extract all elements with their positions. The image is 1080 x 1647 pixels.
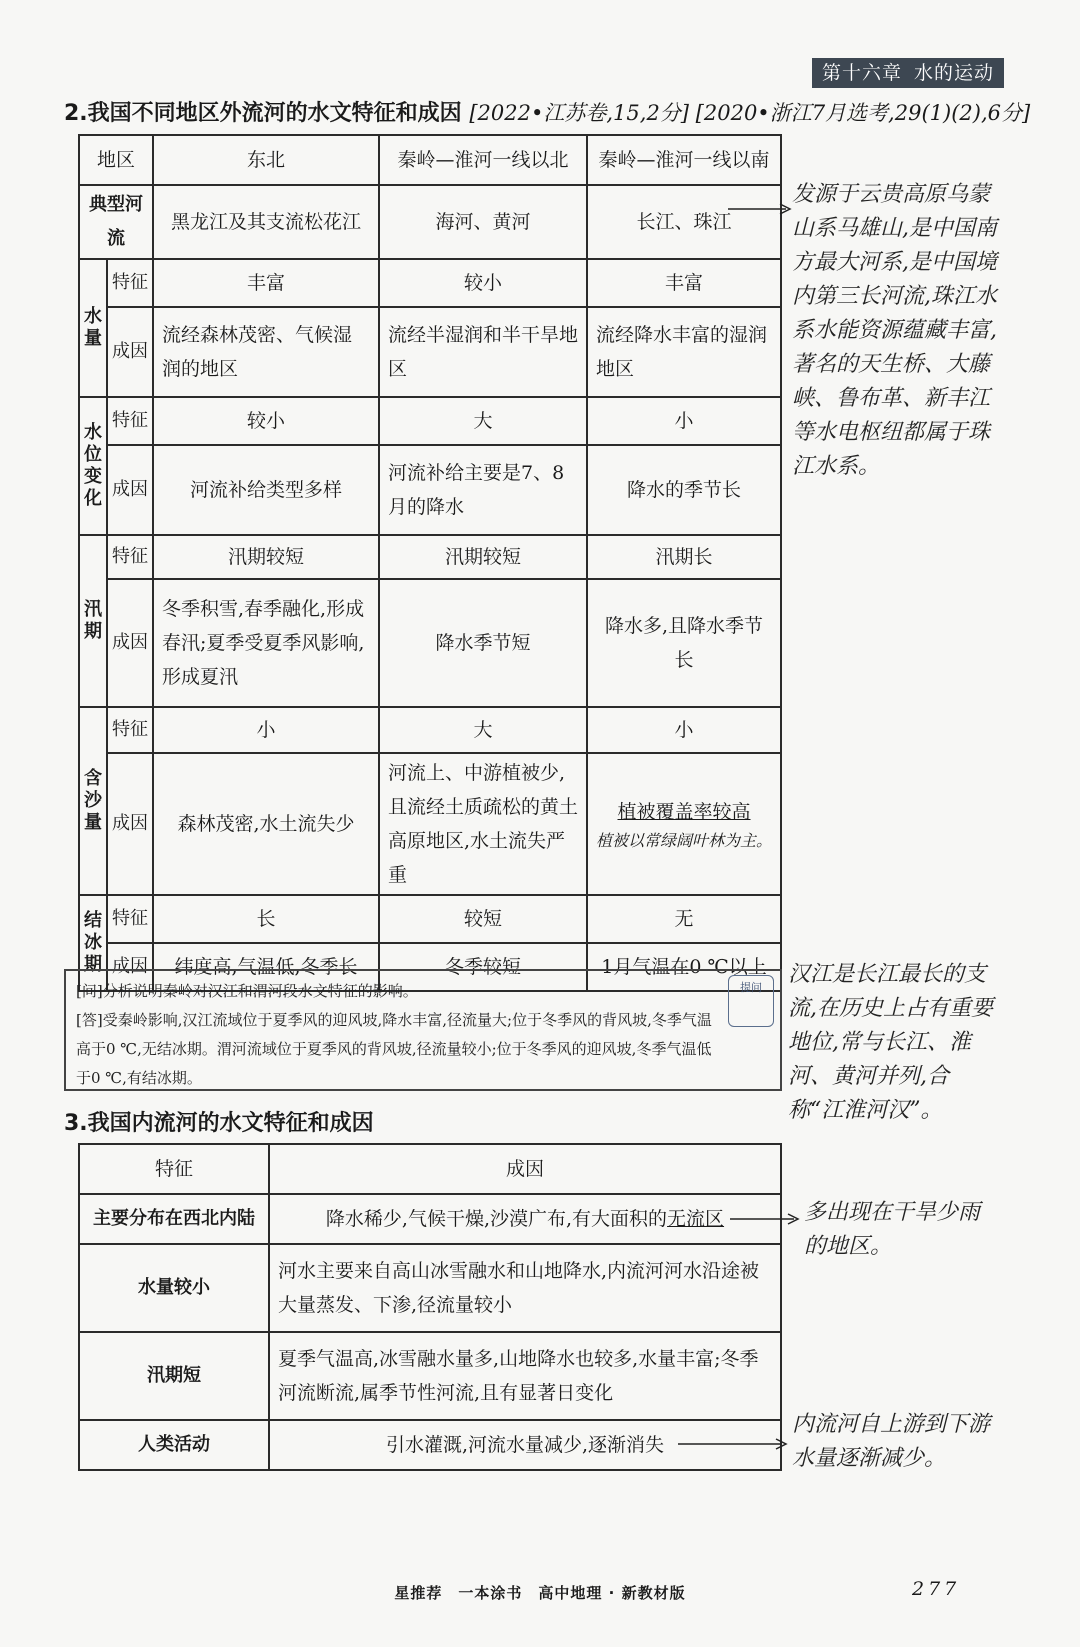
table-header-row bbox=[79, 135, 781, 185]
table-cell: 小 bbox=[587, 707, 781, 753]
table-row bbox=[79, 707, 781, 753]
feature-cell: 主要分布在西北内陆 bbox=[79, 1194, 269, 1244]
page-number: 277 bbox=[912, 1578, 961, 1600]
table-row bbox=[79, 753, 781, 895]
table-cell: 降水的季节长 bbox=[587, 445, 781, 535]
feature-cell: 人类活动 bbox=[79, 1420, 269, 1470]
feature-cell: 水量较小 bbox=[79, 1244, 269, 1332]
inland-river-table bbox=[78, 1143, 782, 1471]
section3-title: 3.我国内流河的水文特征和成因 bbox=[64, 1111, 374, 1136]
chapter-title: 水的运动 bbox=[914, 62, 995, 84]
table-cell: 海河、黄河 bbox=[379, 185, 587, 259]
table-cell: 降水季节短 bbox=[379, 579, 587, 707]
table-cell: 流经半湿润和半干旱地区 bbox=[379, 307, 587, 397]
feature-label: 特征 bbox=[107, 397, 153, 445]
col-header-south: 秦岭—淮河一线以南 bbox=[587, 135, 781, 185]
underlined-cause: 植被覆盖率较高 bbox=[617, 801, 751, 823]
qa-answer: [答]受秦岭影响,汉江流域位于夏季风的迎风坡,降水丰富,径流量大;位于冬季风的背风坡,冬季气温高于0 ℃,无结冰期。渭河流域位于夏季风的背风坡,径流量较小;位于冬季风的迎风坡,冬季气温低于0 ℃,有结冰期。 bbox=[76, 1011, 712, 1087]
handwritten-note-hanjiang: 汉江是长江最长的支流,在历史上占有重要地位,常与长江、淮河、黄河并列,合称“江淮河汉”。 bbox=[788, 962, 993, 1123]
feature-label: 特征 bbox=[107, 707, 153, 753]
table-cell: 长 bbox=[153, 895, 379, 943]
question-badge-icon: 提问 bbox=[728, 975, 774, 1027]
table-row bbox=[79, 1244, 781, 1332]
section2-title-text: 2.我国不同地区外流河的水文特征和成因 bbox=[64, 101, 462, 126]
handwritten-note-zhujiang: 发源于云贵高原乌蒙山系马雄山,是中国南方最大河系,是中国境内第三长河流,珠江水系水能资源蕴藏丰富,著名的天生桥、大藤峡、鲁布革、新丰江等水电枢纽都属于珠江水系。 bbox=[792, 182, 997, 479]
table-cell: 夏季气温高,冰雪融水量多,山地降水也较多,水量丰富;冬季河流断流,属季节性河流,且有显著日变化 bbox=[269, 1332, 781, 1420]
table-cell: 长江、珠江 bbox=[587, 185, 781, 259]
table-cell: 汛期较短 bbox=[153, 535, 379, 579]
handwritten-note-wuliuqu: 多出现在干旱少雨的地区。 bbox=[804, 1200, 981, 1259]
arrow-icon bbox=[676, 1437, 792, 1451]
footer-book-title: 星推荐 一本涂书 高中地理 · 新教材版 bbox=[394, 1584, 686, 1602]
cause-label: 成因 bbox=[107, 307, 153, 397]
cause-label: 成因 bbox=[107, 753, 153, 895]
table-cell: 1月气温在0 ℃以上 bbox=[587, 943, 781, 991]
cause-label: 成因 bbox=[107, 943, 153, 991]
col-header-cause: 成因 bbox=[269, 1144, 781, 1194]
chapter-number: 第十六章 bbox=[821, 62, 902, 84]
underlined-term: 无流区 bbox=[667, 1208, 725, 1230]
table-row bbox=[79, 1332, 781, 1420]
group-label: 水位变化 bbox=[79, 397, 107, 535]
table-row bbox=[79, 535, 781, 579]
table-cell: 流经森林茂密、气候湿润的地区 bbox=[153, 307, 379, 397]
col-header-feature: 特征 bbox=[79, 1144, 269, 1194]
typical-river-row bbox=[79, 185, 781, 259]
table-cell: 大 bbox=[379, 397, 587, 445]
table-cell: 小 bbox=[153, 707, 379, 753]
table-cell: 森林茂密,水土流失少 bbox=[153, 753, 379, 895]
table-cell: 丰富 bbox=[153, 259, 379, 307]
table-cell: 大 bbox=[379, 707, 587, 753]
table-cell: 冬季积雪,春季融化,形成春汛;夏季受夏季风影响,形成夏汛 bbox=[153, 579, 379, 707]
table-cell: 汛期长 bbox=[587, 535, 781, 579]
table-row bbox=[79, 895, 781, 943]
table-row bbox=[79, 259, 781, 307]
col-header-region: 地区 bbox=[79, 135, 153, 185]
table-cell: 河水主要来自高山冰雪融水和山地降水,内流河河水沿途被大量蒸发、下渗,径流量较小 bbox=[269, 1244, 781, 1332]
handwritten-vegetation-note: 植被以常绿阔叶林为主。 bbox=[596, 831, 773, 850]
group-label: 含沙量 bbox=[79, 707, 107, 895]
table-row bbox=[79, 397, 781, 445]
qa-box bbox=[64, 969, 782, 1091]
table-row bbox=[79, 579, 781, 707]
table-cell: 河流补给类型多样 bbox=[153, 445, 379, 535]
cause-label: 成因 bbox=[107, 579, 153, 707]
table-cell bbox=[587, 753, 781, 895]
col-header-north: 秦岭—淮河一线以北 bbox=[379, 135, 587, 185]
table-cell: 小 bbox=[587, 397, 781, 445]
table-cell: 河流补给主要是7、8月的降水 bbox=[379, 445, 587, 535]
handwritten-note-renlei: 内流河自上游到下游水量逐渐减少。 bbox=[792, 1412, 991, 1471]
cause-label: 成因 bbox=[107, 445, 153, 535]
table-header-row bbox=[79, 1144, 781, 1194]
table-cell: 汛期较短 bbox=[379, 535, 587, 579]
table-cell: 流经降水丰富的湿润地区 bbox=[587, 307, 781, 397]
feature-cell: 汛期短 bbox=[79, 1332, 269, 1420]
table-cell: 引水灌溉,河流水量减少,逐渐消失 bbox=[269, 1420, 781, 1470]
table-cell: 较短 bbox=[379, 895, 587, 943]
group-label: 汛期 bbox=[79, 535, 107, 707]
table-cell: 降水稀少,气候干燥,沙漠广布,有大面积的无流区 bbox=[269, 1194, 781, 1244]
feature-label: 特征 bbox=[107, 895, 153, 943]
outflow-river-table bbox=[78, 134, 782, 992]
table-cell: 较小 bbox=[379, 259, 587, 307]
table-cell: 丰富 bbox=[587, 259, 781, 307]
table-cell: 黑龙江及其支流松花江 bbox=[153, 185, 379, 259]
typical-river-label: 典型河流 bbox=[79, 185, 153, 259]
chapter-tag bbox=[812, 58, 1004, 88]
col-header-northeast: 东北 bbox=[153, 135, 379, 185]
section2-source-note: [2022•江苏卷,15,2分] [2020•浙江7月选考,29(1)(2),6分] bbox=[469, 101, 1031, 125]
arrow-icon bbox=[728, 1212, 804, 1226]
table-row bbox=[79, 445, 781, 535]
table-cell: 降水多,且降水季节长 bbox=[587, 579, 781, 707]
group-label: 水量 bbox=[79, 259, 107, 397]
table-cell: 河流上、中游植被少,且流经土质疏松的黄土高原地区,水土流失严重 bbox=[379, 753, 587, 895]
section2-title bbox=[64, 96, 1030, 127]
table-cell: 纬度高,气温低,冬季长 bbox=[153, 943, 379, 991]
table-cell: 无 bbox=[587, 895, 781, 943]
qa-question: [问]分析说明秦岭对汉江和渭河段水文特征的影响。 bbox=[76, 982, 418, 1000]
table-cell: 较小 bbox=[153, 397, 379, 445]
table-row bbox=[79, 1194, 781, 1244]
table-cell: 冬季较短 bbox=[379, 943, 587, 991]
arrow-icon bbox=[726, 202, 796, 216]
group-label: 结冰期 bbox=[79, 895, 107, 991]
table-row bbox=[79, 307, 781, 397]
feature-label: 特征 bbox=[107, 259, 153, 307]
feature-label: 特征 bbox=[107, 535, 153, 579]
